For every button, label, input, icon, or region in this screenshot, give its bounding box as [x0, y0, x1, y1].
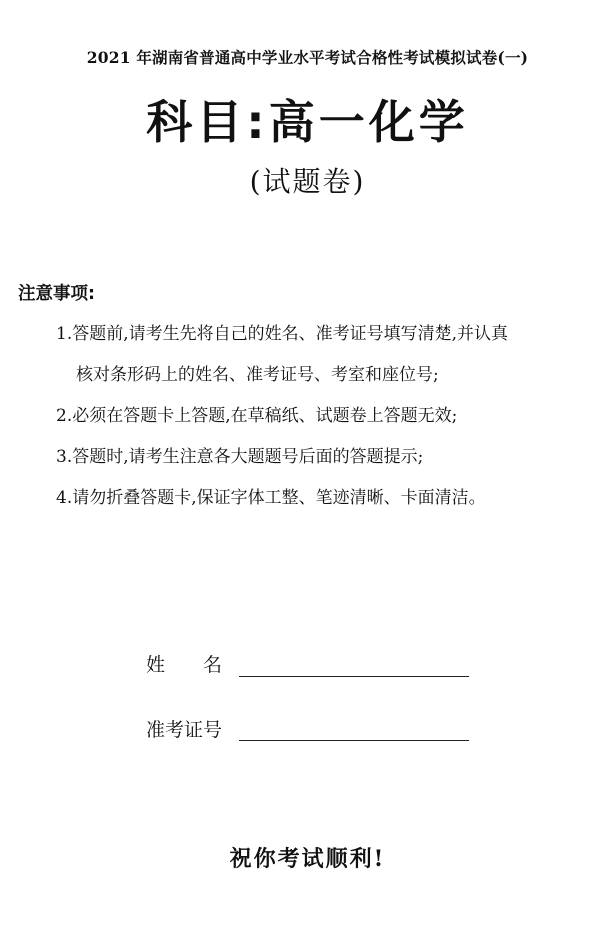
notice-item-2: 2.必须在答题卡上答题,在草稿纸、试题卷上答题无效;	[56, 406, 458, 426]
notice-item-1-line-1: 1.答题前,请考生先将自己的姓名、准考证号填写清楚,并认真	[56, 324, 509, 344]
exam-id-label: 准考证号	[146, 719, 223, 741]
exam-title: 2021 年湖南省普通高中学业水平考试合格性考试模拟试卷(一)	[86, 48, 529, 67]
notice-item-1-line-2: 核对条形码上的姓名、准考证号、考室和座位号;	[76, 365, 439, 385]
paper-type-label: (试题卷)	[249, 165, 366, 198]
blessing-text: 祝你考试顺利!	[229, 846, 386, 872]
exam-id-field-line[interactable]	[239, 740, 469, 741]
name-field-line[interactable]	[239, 676, 469, 677]
notice-heading: 注意事项:	[18, 284, 95, 304]
notice-item-4: 4.请勿折叠答题卡,保证字体工整、笔迹清晰、卡面清洁。	[56, 488, 486, 508]
subject-title: 科目:高一化学	[146, 95, 469, 149]
notice-item-3: 3.答题时,请考生注意各大题题号后面的答题提示;	[56, 447, 424, 467]
name-label: 姓 名	[146, 654, 223, 676]
